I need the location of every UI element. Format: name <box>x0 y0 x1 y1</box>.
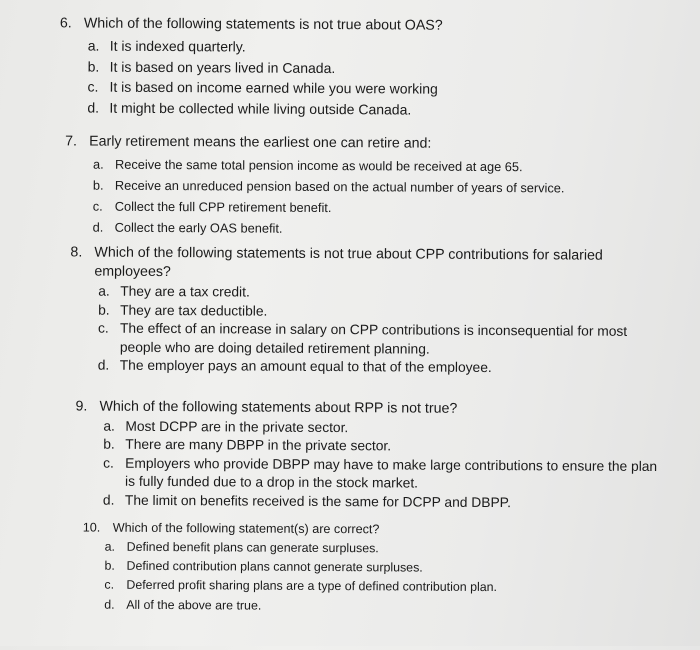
option-list <box>93 154 686 242</box>
option-letter: a. <box>87 37 100 54</box>
option-text: It is indexed quarterly. <box>109 37 246 55</box>
question-10 <box>82 519 663 618</box>
option-list <box>98 283 651 379</box>
option-letter: d. <box>87 99 100 116</box>
question-9 <box>75 397 666 513</box>
question-text: Which of the following statements is not true about OAS? <box>83 15 443 34</box>
option-list <box>104 538 662 618</box>
option-text: There are many DBPP in the private sector. <box>125 437 392 454</box>
option-c <box>98 320 650 361</box>
option-text: They are a tax credit. <box>120 283 250 300</box>
option-letter: d. <box>97 357 110 374</box>
question-number: 9. <box>75 398 88 415</box>
option-text: Receive the same total pension income as would be received at age 65. <box>114 156 523 175</box>
option-letter: d. <box>102 492 115 508</box>
question-text: Which of the following statements is not true about CPP contributions for salaried employees? <box>94 244 603 281</box>
option-text: The employer pays an amount equal to that of the employee. <box>119 358 492 376</box>
option-list <box>87 36 679 122</box>
question-number: 8. <box>70 244 83 261</box>
option-letter: a. <box>103 418 115 434</box>
option-text: It might be collected while living outside Canada. <box>109 99 412 118</box>
option-letter: c. <box>104 578 115 593</box>
option-text: It is based on years lived in Canada. <box>109 58 336 76</box>
question-number: 10. <box>82 520 101 535</box>
question-text: Which of the following statements about RPP is not true? <box>99 398 458 417</box>
option-letter: a. <box>92 156 104 172</box>
option-letter: b. <box>98 302 110 318</box>
option-d <box>104 595 662 618</box>
option-text: They are tax deductible. <box>120 302 268 319</box>
option-letter: c. <box>97 320 109 336</box>
option-text: All of the above are true. <box>126 597 262 613</box>
question-stem <box>75 397 665 420</box>
option-c <box>103 454 665 494</box>
option-text: Collect the early OAS benefit. <box>114 219 283 236</box>
question-7 <box>65 132 686 241</box>
question-6 <box>59 14 680 121</box>
question-8 <box>70 243 651 379</box>
option-text: The limit on benefits received is the same for DCPP and DBPP. <box>124 492 511 510</box>
option-d <box>93 217 685 242</box>
option-letter: d. <box>92 219 104 235</box>
option-text: Receive an unreduced pension based on the actual number of years of service. <box>114 177 565 196</box>
question-text: Early retirement means the earliest one can retire and: <box>89 133 432 152</box>
option-letter: b. <box>104 558 115 573</box>
option-letter: c. <box>92 198 103 214</box>
option-text: Employers who provide DBPP may have to make large contributions to ensure the plan is fully funded due to a drop in the stock market. <box>125 455 658 491</box>
option-text: Defined contribution plans cannot generate surpluses. <box>126 558 423 575</box>
option-letter: a. <box>104 539 116 554</box>
option-d <box>98 357 650 379</box>
question-stem <box>60 14 680 37</box>
option-text: It is based on income earned while you were working <box>109 78 438 97</box>
option-text: Most DCPP are in the private sector. <box>125 418 349 436</box>
question-stem <box>65 132 685 155</box>
option-d <box>103 491 665 513</box>
option-letter: b. <box>103 437 115 453</box>
option-letter: a. <box>98 283 110 299</box>
option-letter: b. <box>87 58 100 75</box>
option-letter: c. <box>103 455 114 471</box>
option-letter: c. <box>87 78 99 95</box>
option-text: Defined benefit plans can generate surpluses. <box>126 539 379 556</box>
option-list <box>103 418 666 513</box>
question-number: 7. <box>65 133 78 150</box>
option-text: Collect the full CPP retirement benefit. <box>114 198 332 216</box>
option-d <box>87 97 679 121</box>
option-text: The effect of an increase in salary on CPP contributions is inconsequential for most people who are doing detailed retirement planning. <box>119 320 628 357</box>
option-letter: d. <box>104 597 115 612</box>
option-text: Deferred profit sharing plans are a type of defined contribution plan. <box>126 578 498 595</box>
option-letter: b. <box>92 177 104 193</box>
question-number: 6. <box>59 15 72 32</box>
question-stem <box>70 243 650 285</box>
question-text: Which of the following statement(s) are correct? <box>112 520 380 537</box>
